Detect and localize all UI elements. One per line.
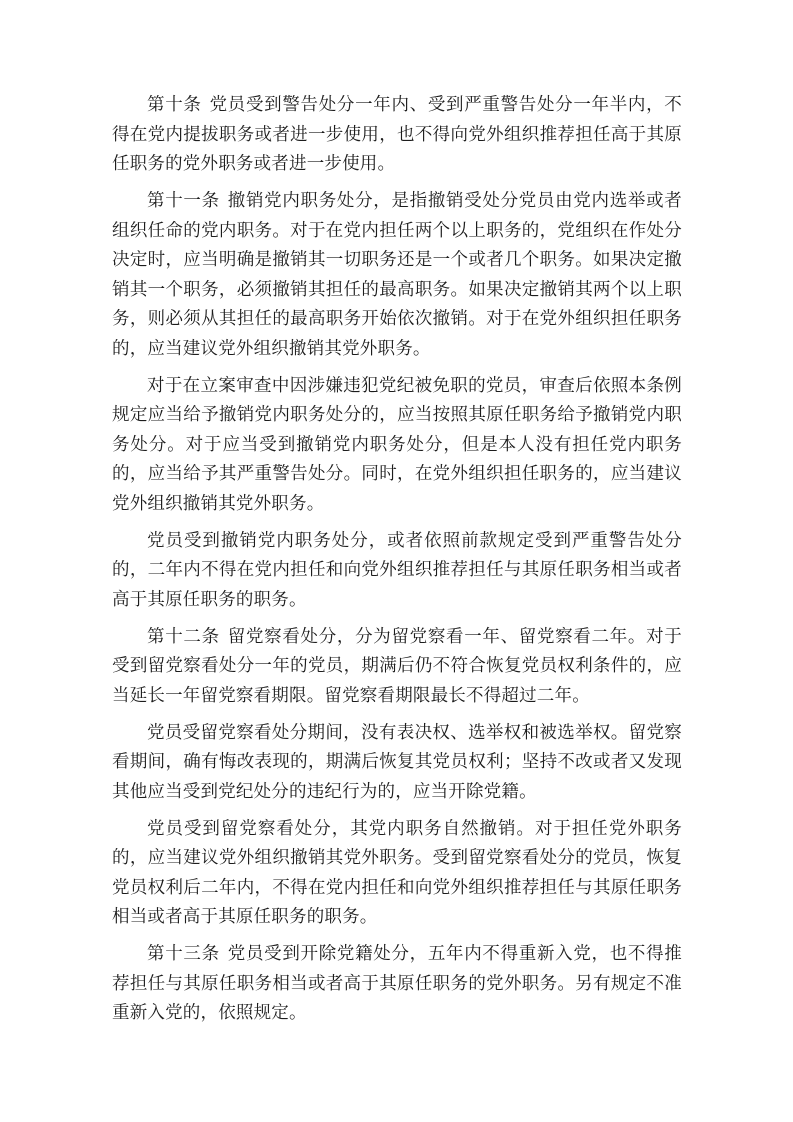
paragraph-text: 党员受到留党察看处分，其党内职务自然撤销。对于担任党外职务的，应当建议党外组织撤销其党外职务。受到留党察看处分的党员，恢复党员权利后二年内，不得在党内担任和向党外组织推荐担任与其原任职务相当或者高于其原任职务的职务。 bbox=[112, 818, 682, 927]
paragraph-article-11-part-2 bbox=[112, 372, 682, 520]
paragraph-text: 撤销党内职务处分，是指撤销受处分党员由党内选举或者组织任命的党内职务。对于在党内担任两个以上职务的，党组织在作处分决定时，应当明确是撤销其一切职务还是一个或者几个职务。如果决定撤销其一个职务，必须撤销其担任的最高职务。如果决定撤销其两个以上职务，则必须从其担任的最高职务开始依次撤销。对于在党外组织担任职务的，应当建议党外组织撤销其党外职务。 bbox=[112, 191, 682, 359]
paragraph-article-11 bbox=[112, 187, 682, 364]
paragraph-article-12 bbox=[112, 623, 682, 712]
paragraph-text: 对于在立案审查中因涉嫌违犯党纪被免职的党员，审查后依照本条例规定应当给予撤销党内职务处分的，应当按照其原任职务给予撤销党内职务处分。对于应当受到撤销党内职务处分，但是本人没有担任党内职务的，应当给予其严重警告处分。同时，在党外组织担任职务的，应当建议党外组织撤销其党外职务。 bbox=[112, 375, 682, 514]
article-number: 第十一条 bbox=[147, 191, 220, 211]
paragraph-article-10 bbox=[112, 91, 682, 180]
article-number: 第十三条 bbox=[147, 944, 220, 964]
paragraph-article-12-part-2 bbox=[112, 719, 682, 808]
article-number: 第十条 bbox=[147, 95, 202, 115]
article-number: 第十二条 bbox=[147, 626, 220, 647]
paragraph-article-12-part-3 bbox=[112, 815, 682, 933]
paragraph-text: 党员受到撤销党内职务处分，或者依照前款规定受到严重警告处分的，二年内不得在党内担任和向党外组织推荐担任与其原任职务相当或者高于其原任职务的职务。 bbox=[112, 530, 682, 610]
paragraph-text: 党员受留党察看处分期间，没有表决权、选举权和被选举权。留党察看期间，确有悔改表现的，期满后恢复其党员权利；坚持不改或者又发现其他应当受到党纪处分的违纪行为的，应当开除党籍。 bbox=[112, 722, 682, 802]
paragraph-text: 党员受到警告处分一年内、受到严重警告处分一年半内，不得在党内提拔职务或者进一步使用，也不得向党外组织推荐担任高于其原任职务的党外职务或者进一步使用。 bbox=[112, 95, 682, 174]
paragraph-article-11-part-3 bbox=[112, 527, 682, 616]
paragraph-text: 留党察看处分，分为留党察看一年、留党察看二年。对于受到留党察看处分一年的党员，期满后仍不符合恢复党员权利条件的，应当延长一年留党察看期限。留党察看期限最长不得超过二年。 bbox=[112, 626, 682, 706]
paragraph-text: 党员受到开除党籍处分，五年内不得重新入党，也不得推荐担任与其原任职务相当或者高于其原任职务的党外职务。另有规定不准重新入党的，依照规定。 bbox=[112, 944, 682, 1023]
paragraph-article-13 bbox=[112, 940, 682, 1029]
document-page bbox=[112, 91, 682, 1036]
